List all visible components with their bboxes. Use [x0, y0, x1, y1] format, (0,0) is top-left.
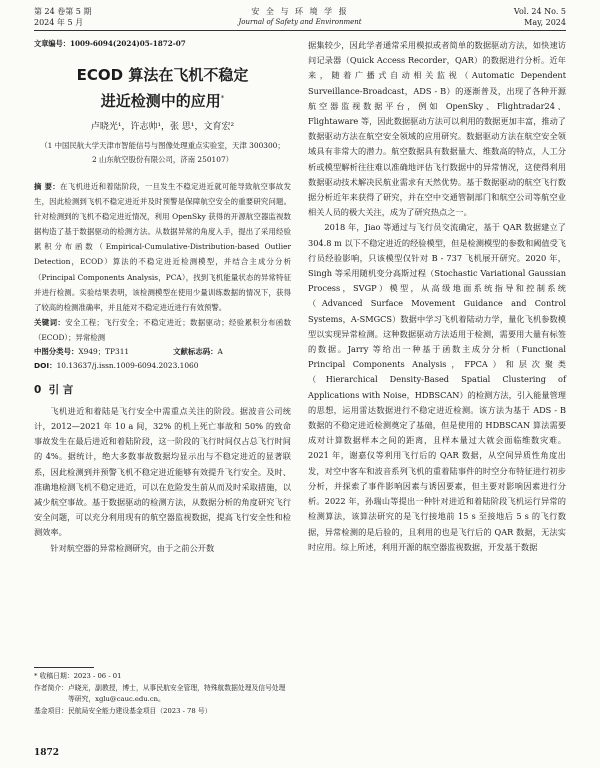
- section-number: 0: [34, 383, 42, 396]
- title-footnote-mark: *: [220, 94, 225, 102]
- header-right: [514, 6, 566, 28]
- fund-label: 基金项目：: [34, 706, 68, 715]
- footnote-mark: *: [34, 672, 38, 680]
- journal-name-en: Journal of Safety and Environment: [238, 18, 362, 26]
- clc-label: 中图分类号：: [34, 347, 79, 357]
- page-number: 1872: [34, 748, 60, 758]
- doc-code: A: [217, 347, 223, 357]
- section-title: 引 言: [48, 383, 74, 396]
- footnote-author: [34, 683, 291, 706]
- left-body: [34, 404, 291, 556]
- author-bio: 卢晓光，副教授，博士，从事民航安全管理，特殊航数据处理及信号处理等研究，xglu@cauc.edu.cn。: [67, 683, 286, 703]
- header-volume-en: Vol. 24 No. 5: [513, 7, 566, 16]
- left-paragraph-1: 飞机进近和着陆是飞行安全中需重点关注的阶段。据波音公司统计，2012—2021 年 10 a 间，32% 的机上死亡事故和 50% 的致命事故发生在最后进近和着陆阶段，这一阶段的飞行时间仅占总飞行时间的 4%。据统计，绝大多数事故数据均显示出与不稳定进近的显著联系，因此检测到并预警飞机不稳定进近能够有效提升飞行安全。及时、准确地检测飞机不稳定进近，可以在危险发生前从而及时采取措施，以减少航空事故。基于数据驱动的检测方法，从数据分析的角度研究飞行安全问题，可以充分利用现有的航空器监视数据，提高飞行安全性和检测效率。: [34, 405, 291, 538]
- right-paragraph-2: 2018 年，Jiao 等通过与飞行员交流确定，基于 QAR 数据建立了 304.8 m 以下不稳定进近的经验模型，但是检测模型的参数和阈值受飞行员经验影响，只该模型仅针对 B - 737 飞机展开研究。2020 年，Singh 等采用随机变分高斯过程（Stochastic Variational Gaussian Process，SVGP）模型，从高级地面系统指导和控制系统（Advanced Surface Movement Guidance and Control Systems，A-SMGCS）数据中学习飞机着陆动力学，量化飞机参数模型以实现异常检测。这种数据驱动方法适用于检测，需要用大量有标签的数据。Jarry 等给出一种基于函数主成分分析（Functional Principal Components Analysis，FPCA）和层次聚类（Hierarchical Density-Based Spatial Clustering of Applications with Noise，HDBSCAN）的检测方法，引入能量管理的思想，运用雷达数据进行不稳定进近检测。该方法为基于 ADS - B 数据的不稳定进近检测奠定了基础，但是使用的 HDBSCAN 算法需要成对计算数据样本之间的距离，且样本量过大就会面临维数灾难。2021 年，谢嘉仪等利用飞行后的 QAR 数据，从空间异质性角度出发，对空中客车和波音系列飞机的重着陆事件的时空分布特征进行初步分析，并探索了事件影响因素与诱因要素，但主要对影响因素进行分析。2022 年，孙瑞山等提出一种针对进近和着陆阶段飞机运行异常的检测算法，该算法研究的是飞行接地前 15 s 至接地后 5 s 的飞行数据，异常检测的是后验的，且利用的也是飞行后的 QAR 数据，无法实时应用。综上所述，利用开源的航空器监视数据，开发基于数据: [308, 222, 566, 552]
- header-date-en: May, 2024: [524, 18, 566, 27]
- running-header: [34, 6, 566, 31]
- author-bio-label: 作者简介：: [34, 683, 68, 692]
- footnote-received: [34, 671, 291, 683]
- received-label: 收稿日期：: [39, 672, 74, 680]
- section-heading: [34, 382, 291, 398]
- clc-code: X949；TP311: [78, 347, 130, 357]
- title-line-1: ECOD 算法在飞机不稳定: [76, 66, 249, 84]
- header-date-cn: 2024 年 5 月: [34, 18, 84, 27]
- header-center: [34, 6, 566, 28]
- doc-code-label: 文献标志码：: [173, 347, 218, 357]
- affiliation-2: 2 山东航空股份有限公司，济南 250107）: [91, 155, 234, 164]
- fund-text: 民航局安全能力建设基金项目（2023 - 78 号）: [67, 706, 212, 715]
- footnote-rule: [34, 667, 94, 668]
- received-date: 2023 - 06 - 01: [73, 672, 122, 680]
- doi-value: 10.13637/j.issn.1009-6094.2023.1060: [56, 361, 199, 371]
- doi: [34, 359, 291, 373]
- doi-label: DOI：: [34, 361, 57, 371]
- abstract-text: 在飞机进近和着陆阶段，一旦发生不稳定进近就可能导致航空事故发生，因此检测到飞机不稳定进近并及时预警是保障航空安全的重要研究问题。针对检测到的飞机不稳定进近情况，利用 OpenSky 获得的开源航空器监视数据构造了基于数据驱动的检测方法。从数据异常的角度入手，提出了采用经验累积分布函数（Empirical-Cumulative-Distribution-based Outlier Detection，ECOD）算法的不稳定进近检测模型，并结合主成分分析（Principal Components Analysis，PCA），找到飞机能量状态的异常特征并进行检测。实验结果表明，该检测模型在使用少量训练数据的情况下，获得了较高的检测准确率，并且能对不稳定进近进行有效预警。: [34, 182, 291, 312]
- abstract-label: 摘 要：: [34, 182, 61, 191]
- classification: [34, 345, 291, 359]
- footnotes: [34, 667, 291, 717]
- right-paragraph-1: 据集较少，因此学者通常采用模拟或者简单的数据驱动方法，如快速访问记录器（Quick Access Recorder，QAR）的数据进行分析。近年来，随着广播式自动相关监视（Automatic Dependent Surveillance-Broadcast，ADS - B）的逐渐普及，出现了各种开源航空器监视数据平台，例如 OpenSky、Flightradar24、Flightaware 等，因此数据驱动方法可以利用的数据更加丰富，推动了数据驱动方法在航空安全领域的应用研究。数据驱动方法在航空安全领域具有非常大的潜力。航空数据具有数据量大、维数高的特点，人工分析或模型解析往往难以准确地评估飞行数据中的异常情况，这使得利用数据驱动技术解决民航业需求有天然优势。基于数据驱动的航空飞行数据分析近年来获得了研究，并在空中交通管制部门和航空公司等航空业相关人员的极大关注，成为了研究热点之一。: [308, 40, 566, 218]
- affiliation-1: （1 中国民航大学天津市智能信号与图像处理重点实验室，天津 300300；: [40, 141, 285, 150]
- journal-name-cn: 安 全 与 环 境 学 报: [251, 7, 349, 16]
- right-column: [308, 38, 566, 555]
- header-volume-cn: 第 24 卷第 5 期: [34, 7, 92, 16]
- footnote-fund: [34, 706, 291, 718]
- left-column: [34, 38, 291, 556]
- affiliations: [38, 139, 287, 167]
- keywords: [34, 315, 291, 345]
- title-line-2-text: 进近检测中的应用: [100, 92, 221, 110]
- author-list: 卢晓光¹，许志帅¹，张 思¹，文育宏²: [90, 122, 235, 132]
- keywords-label: 关键词：: [34, 317, 66, 327]
- article-id: 文章编号：1009-6094(2024)05-1872-07: [34, 39, 186, 48]
- article-title: [34, 64, 291, 113]
- abstract: [34, 179, 291, 315]
- left-paragraph-2: 针对航空器的异常检测研究，由于之前公开数: [50, 542, 215, 553]
- keywords-text: 安全工程；飞行安全；不稳定进近；数据驱动；经验累积分布函数（ECOD）；异常检测: [34, 317, 291, 342]
- title-line-2: [34, 87, 291, 113]
